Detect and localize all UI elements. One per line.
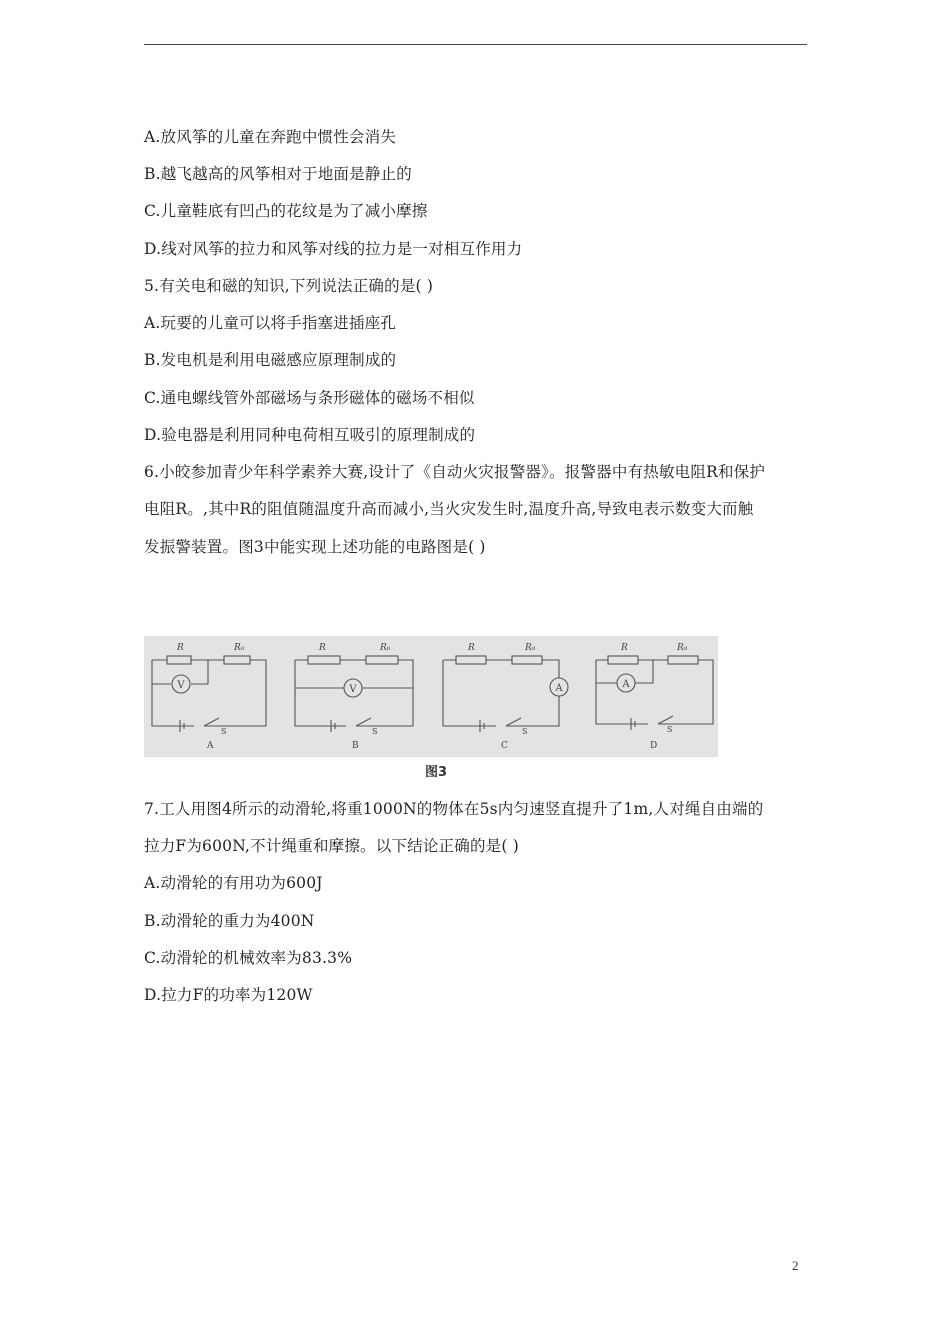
circuit-a-resistor-r (167, 656, 191, 664)
q6-stem-line-2: 电阻R。,其中R的阻值随温度升高而减小,当火灾发生时,温度升高,导致电表示数变大而触 (144, 500, 754, 518)
circuit-a-switch-label: S (221, 727, 227, 736)
circuit-c-r-label: R (468, 643, 475, 653)
circuit-d-resistor-r (608, 656, 638, 664)
circuit-c-diagram (443, 643, 568, 751)
circuit-a-resistor-r0 (224, 656, 250, 664)
circuit-b-resistor-r0 (366, 656, 398, 664)
circuit-d-label: D (650, 741, 658, 751)
q5-option-c: C.通电螺线管外部磁场与条形磁体的磁场不相似 (144, 389, 475, 407)
circuit-b-resistor-r (308, 656, 340, 664)
q7-option-d: D.拉力F的功率为120W (144, 986, 313, 1004)
figure-3-caption: 图3 (424, 765, 448, 780)
circuit-a-label: A (207, 741, 214, 751)
circuit-b-diagram (295, 643, 413, 751)
q4-option-d: D.线对风筝的拉力和风筝对线的拉力是一对相互作用力 (144, 240, 523, 258)
circuit-c-wires (443, 660, 559, 726)
circuit-b-r-label: R (319, 643, 326, 653)
header-rule (144, 44, 807, 45)
circuit-d-wires (596, 660, 713, 724)
circuit-d-resistor-r0 (668, 656, 698, 664)
circuit-c-r0-label: R₀ (525, 643, 536, 653)
q7-option-b: B.动滑轮的重力为400N (144, 912, 315, 930)
page-number: 2 (792, 1258, 799, 1273)
q7-stem-line-1: 7.工人用图4所示的动滑轮,将重1000N的物体在5s内匀速竖直提升了1m,人对绳自由端的 (144, 800, 764, 818)
circuit-d-r0-label: R₀ (677, 643, 688, 653)
circuit-b-label: B (352, 741, 359, 751)
circuit-b-voltmeter-symbol: V (349, 684, 357, 695)
circuit-a-voltmeter-symbol: V (177, 680, 185, 691)
circuit-c-resistor-r0 (512, 656, 542, 664)
circuit-b-switch (356, 718, 371, 726)
circuit-c-switch (506, 718, 521, 726)
q4-option-c: C.儿童鞋底有凹凸的花纹是为了减小摩擦 (144, 202, 428, 220)
circuit-c-label: C (501, 741, 508, 751)
circuit-c-resistor-r (456, 656, 486, 664)
circuit-b-r0-label: R₀ (380, 643, 391, 653)
q6-stem-line-1: 6.小皎参加青少年科学素养大赛,设计了《自动火灾报警器》。报警器中有热敏电阻R和保护 (144, 463, 766, 481)
q5-stem: 5.有关电和磁的知识,下列说法正确的是( ) (144, 277, 434, 295)
q7-option-a: A.动滑轮的有用功为600J (144, 874, 323, 892)
circuit-d-switch (658, 716, 673, 724)
q5-option-d: D.验电器是利用同种电荷相互吸引的原理制成的 (144, 426, 476, 444)
circuit-a-r-label: R (177, 643, 184, 653)
circuit-b-switch-label: S (372, 727, 378, 736)
circuit-c-switch-label: S (522, 727, 528, 736)
circuit-d-r-label: R (621, 643, 628, 653)
circuit-a-switch (204, 718, 219, 726)
circuit-d-switch-label: S (667, 725, 673, 734)
q6-stem-line-3: 发振警装置。图3中能实现上述功能的电路图是( ) (144, 538, 486, 556)
circuit-c-ammeter-symbol: A (555, 683, 563, 694)
q4-option-a: A.放风筝的儿童在奔跑中惯性会消失 (144, 128, 397, 146)
circuit-a-wires (152, 660, 266, 726)
circuit-d-ammeter-symbol: A (622, 679, 630, 690)
figure-3-circuits (144, 636, 718, 757)
circuit-a-r0-label: R₀ (234, 643, 245, 653)
q7-stem-line-2: 拉力F为600N,不计绳重和摩擦。以下结论正确的是( ) (144, 837, 519, 855)
q5-option-a: A.玩要的儿童可以将手指塞进插座孔 (144, 314, 397, 332)
q7-option-c: C.动滑轮的机械效率为83.3% (144, 949, 353, 967)
circuit-a-diagram (152, 643, 266, 751)
q5-option-b: B.发电机是利用电磁感应原理制成的 (144, 351, 397, 369)
circuit-d-diagram (596, 643, 713, 751)
q4-option-b: B.越飞越高的风筝相对于地面是静止的 (144, 165, 412, 183)
